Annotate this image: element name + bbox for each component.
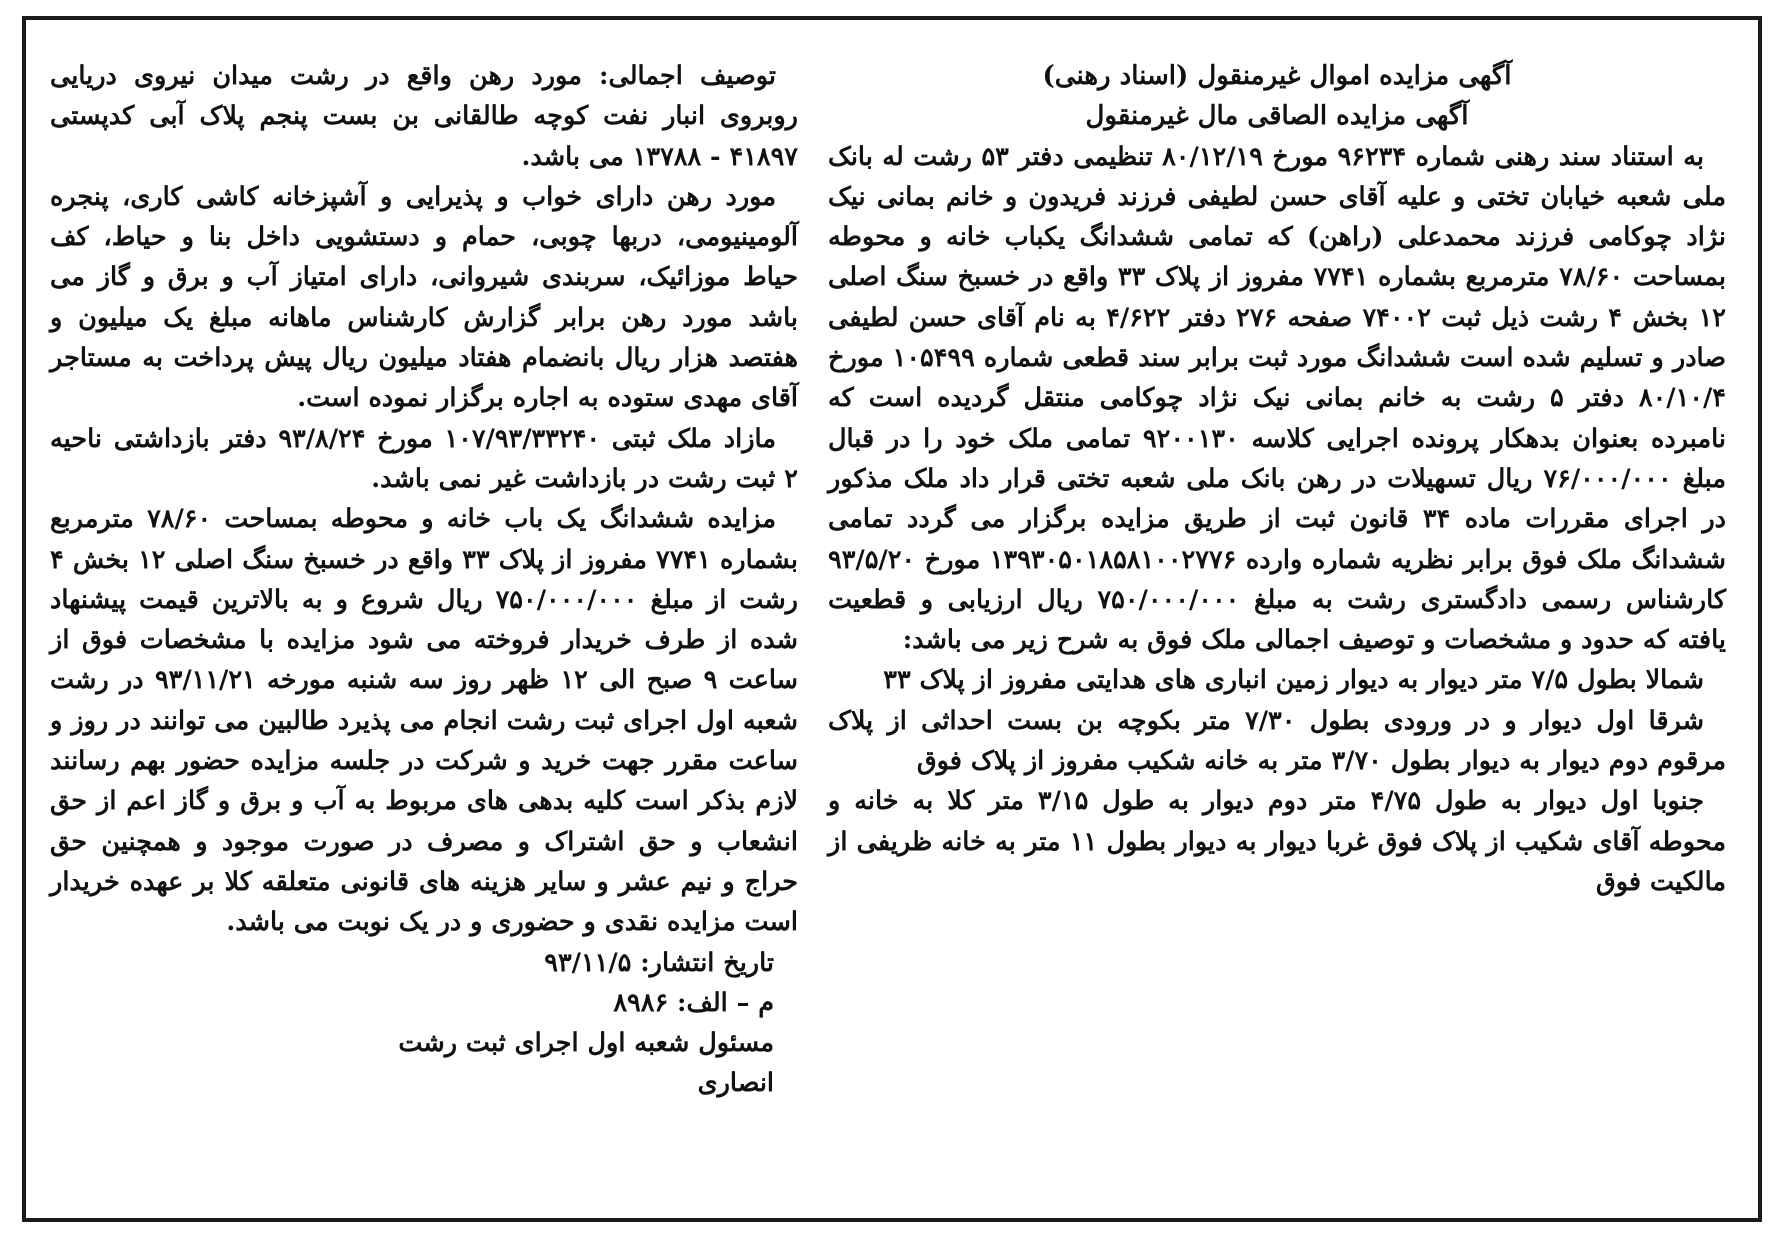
reference-code: م – الف: ۸۹۸۶ xyxy=(613,987,774,1018)
official-name: انصاری xyxy=(697,1068,774,1099)
official-title: مسئول شعبه اول اجرای ثبت رشت xyxy=(398,1028,774,1059)
auction-paragraph: مزایده ششدانگ یک باب خانه و محوطه بمساحت ۷۸/۶۰ مترمربع بشماره ۷۷۴۱ مفروز از پلاک ۳۳ واقع در خسبخ سنگ اصلی ۱۲ بخش ۴ رشت از مبلغ ۷۵۰/۰۰۰/۰۰۰ ریال شروع و به بالاترین قیمت پیشنهاد شده از طرف خریدار فروخته می شود مزایده با مشخصات فوق از ساعت ۹ صبح الی ۱۲ ظهر روز سه شنبه مورخه ۹۳/۱۱/۲۱ در رشت شعبه اول اجرای ثبت رشت انجام می پذیرد طالبین می توانند در روز و ساعت مقرر جهت خرید و شرکت در جلسه مزایده حضور بهم رسانند لازم بذکر است کلیه بدهی های مربوط به آب و برق و گاز اعم از حق انشعاب و حق اشتراک و مصرف در صورت موجود و همچنین حق حراج و نیم عشر و سایر هزینه های قانونی متعلقه کلا بر عهده خریدار است مزایده نقدی و حضوری و در یک نوبت می باشد. xyxy=(50,504,798,938)
mazad-paragraph: مازاد ملک ثبتی ۱۰۷/۹۳/۳۳۲۴۰ مورخ ۹۳/۸/۲۴ دفتر بازداشتی ناحیه ۲ ثبت رشت در بازداشت غیر نمی باشد. xyxy=(50,423,798,494)
right-column xyxy=(828,56,1726,902)
left-column xyxy=(50,56,798,1104)
north-boundary: شمالا بطول ۷/۵ متر دیوار به دیوار زمین انباری های هدایتی مفروز از پلاک ۳۳ xyxy=(883,665,1704,696)
summary-paragraph: توصیف اجمالی: مورد رهن واقع در رشت میدان نیروی دریایی روبروی انبار نفت کوچه طالقانی بن بست پنجم پلاک آبی کدپستی ۴۱۸۹۷ - ۱۳۷۸۸ می باشد. xyxy=(50,61,798,172)
notice-frame xyxy=(22,16,1762,1222)
east-boundary: شرقا اول دیوار و در ورودی بطول ۷/۳۰ متر بکوچه بن بست احداثی از پلاک مرقوم دوم دیوار به دیوار بطول ۳/۷۰ متر به خانه شکیب مفروز از پلاک فوق xyxy=(828,705,1726,777)
south-boundary: جنوبا اول دیوار به طول ۴/۷۵ متر دوم دیوار به طول ۳/۱۵ متر کلا به خانه و محوطه آقای شکیب از پلاک فوق غربا دیوار به دیوار بطول ۱۱ متر به خانه ظریفی از مالکیت فوق xyxy=(828,786,1726,897)
notice-subtitle: آگهی مزایده الصاقی مال غیرمنقول xyxy=(1085,101,1469,132)
notice-title: آگهی مزایده اموال غیرمنقول (اسناد رهنی) xyxy=(1042,61,1512,91)
intro-paragraph: به استناد سند رهنی شماره ۹۶۲۳۴ مورخ ۸۰/۱۲/۱۹ تنظیمی دفتر ۵۳ رشت له بانک ملی شعبه خیابان تختی و علیه آقای حسن لطیفی فرزند فریدون و خانم بمانی نیک نژاد چوکامی فرزند محمدعلی (راهن) که تمامی ششدانگ یکباب خانه و محوطه بمساحت ۷۸/۶۰ مترمربع بشماره ۷۷۴۱ مفروز از پلاک ۳۳ واقع در خسبخ سنگ اصلی ۱۲ بخش ۴ رشت ذیل ثبت ۷۴۰۰۲ صفحه ۲۷۶ دفتر ۴/۶۲۲ به نام آقای حسن لطیفی صادر و تسلیم شده است ششدانگ مورد ثبت برابر سند قطعی شماره ۱۰۵۴۹۹ مورخ ۸۰/۱۰/۴ دفتر ۵ رشت به خانم بمانی نیک نژاد چوکامی منتقل گردیده است که نامبرده بعنوان بدهکار پرونده اجرایی کلاسه ۹۲۰۰۱۳۰ تمامی ملک خود را در قبال مبلغ ۷۶/۰۰۰/۰۰۰ ریال تسهیلات در رهن بانک ملی شعبه تختی قرار داد ملک مذکور در اجرای مقررات ماده ۳۴ قانون ثبت از طریق مزایده برگزار می گردد تمامی ششدانگ ملک فوق برابر نظریه شماره وارده ۱۳۹۳۰۵۰۱۸۵۸۱۰۰۲۷۷۶ مورخ ۹۳/۵/۲۰ کارشناس رسمی دادگستری رشت به مبلغ ۷۵۰/۰۰۰/۰۰۰ ریال ارزیابی و قطعیت یافته که حدود و مشخصات و توصیف اجمالی ملک فوق به شرح زیر می باشد: xyxy=(828,141,1727,656)
publish-date: تاریخ انتشار: ۹۳/۱۱/۵ xyxy=(544,947,774,978)
features-paragraph: مورد رهن دارای خواب و پذیرایی و آشپزخانه کاشی کاری، پنجره آلومینیومی، دربها چوبی، حمام و دستشویی داخل بنا و حیاط، کف حیاط موزائیک، سربندی شیروانی، دارای امتیاز آب و برق و گاز می باشد مورد رهن برابر گزارش کارشناس ماهانه مبلغ یک میلیون و هفتصد هزار ریال بانضمام هفتاد میلیون ریال پیش پرداخت به مستاجر آقای مهدی ستوده به اجاره برگزار نموده است. xyxy=(50,181,798,414)
